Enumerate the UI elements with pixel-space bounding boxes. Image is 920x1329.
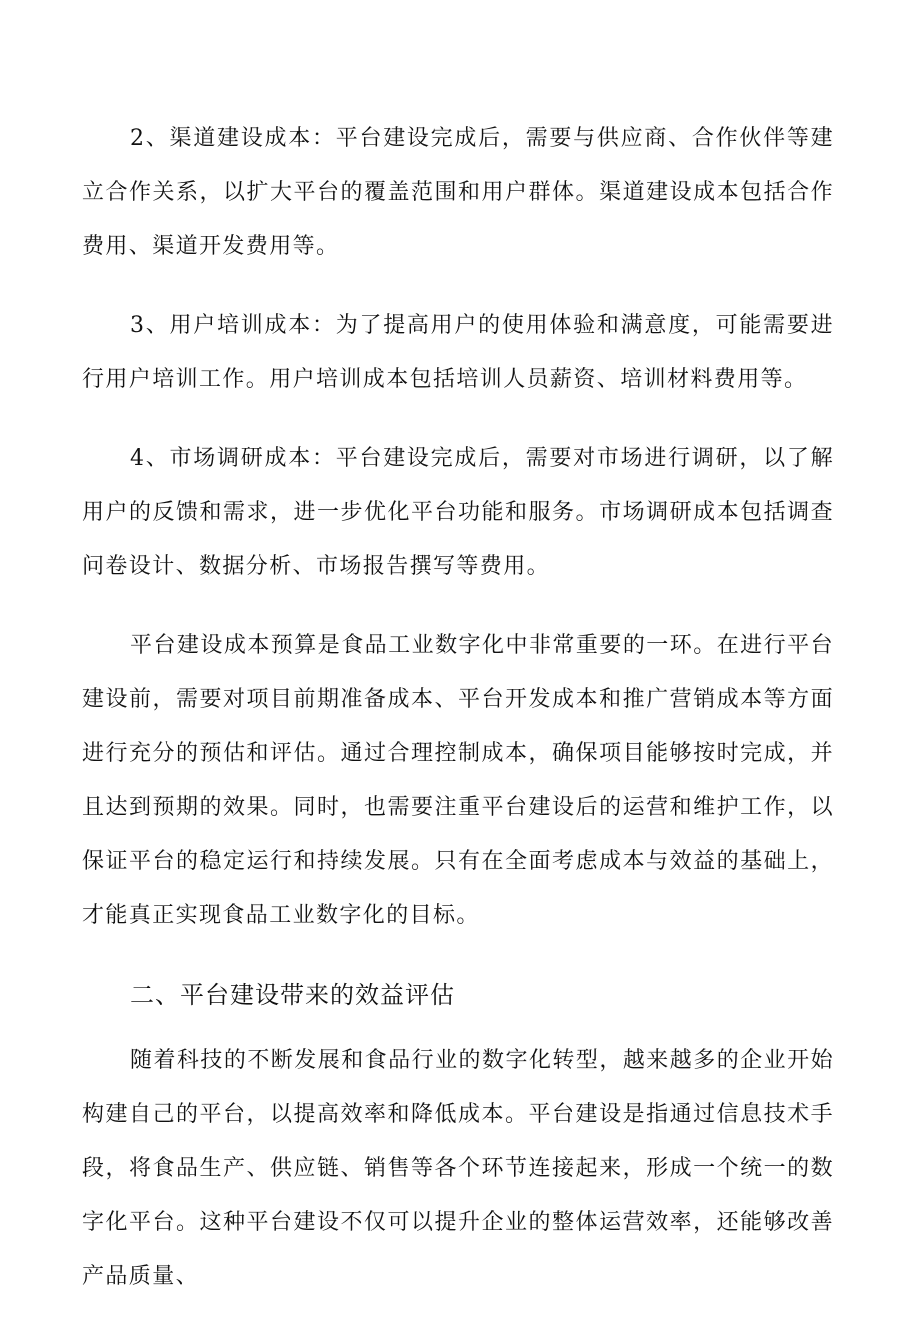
paragraph-channel-cost: 2、渠道建设成本：平台建设完成后，需要与供应商、合作伙伴等建立合作关系，以扩大平台的覆盖范围和用户群体。渠道建设成本包括合作费用、渠道开发费用等。 [82,126,834,259]
paragraph-benefit-intro: 随着科技的不断发展和食品行业的数字化转型，越来越多的企业开始构建自己的平台，以提高效率和降低成本。平台建设是指通过信息技术手段，将食品生产、供应链、销售等各个环节连接起来，形成一个统一的数字化平台。这种平台建设不仅可以提升企业的整体运营效率，还能够改善产品质量、 [82,1048,834,1289]
document-page [82,112,834,1329]
paragraph-user-training-cost: 3、用户培训成本：为了提高用户的使用体验和满意度，可能需要进行用户培训工作。用户培训成本包括培训人员薪资、培训材料费用等。 [82,313,834,392]
paragraph-budget-summary: 平台建设成本预算是食品工业数字化中非常重要的一环。在进行平台建设前，需要对项目前期准备成本、平台开发成本和推广营销成本等方面进行充分的预估和评估。通过合理控制成本，确保项目能够按时完成，并且达到预期的效果。同时，也需要注重平台建设后的运营和维护工作，以保证平台的稳定运行和持续发展。只有在全面考虑成本与效益的基础上，才能真正实现食品工业数字化的目标。 [82,633,834,928]
paragraph-market-research-cost: 4、市场调研成本：平台建设完成后，需要对市场进行调研，以了解用户的反馈和需求，进一步优化平台功能和服务。市场调研成本包括调查问卷设计、数据分析、市场报告撰写等费用。 [82,446,834,579]
section-heading: 二、平台建设带来的效益评估 [130,981,455,1009]
